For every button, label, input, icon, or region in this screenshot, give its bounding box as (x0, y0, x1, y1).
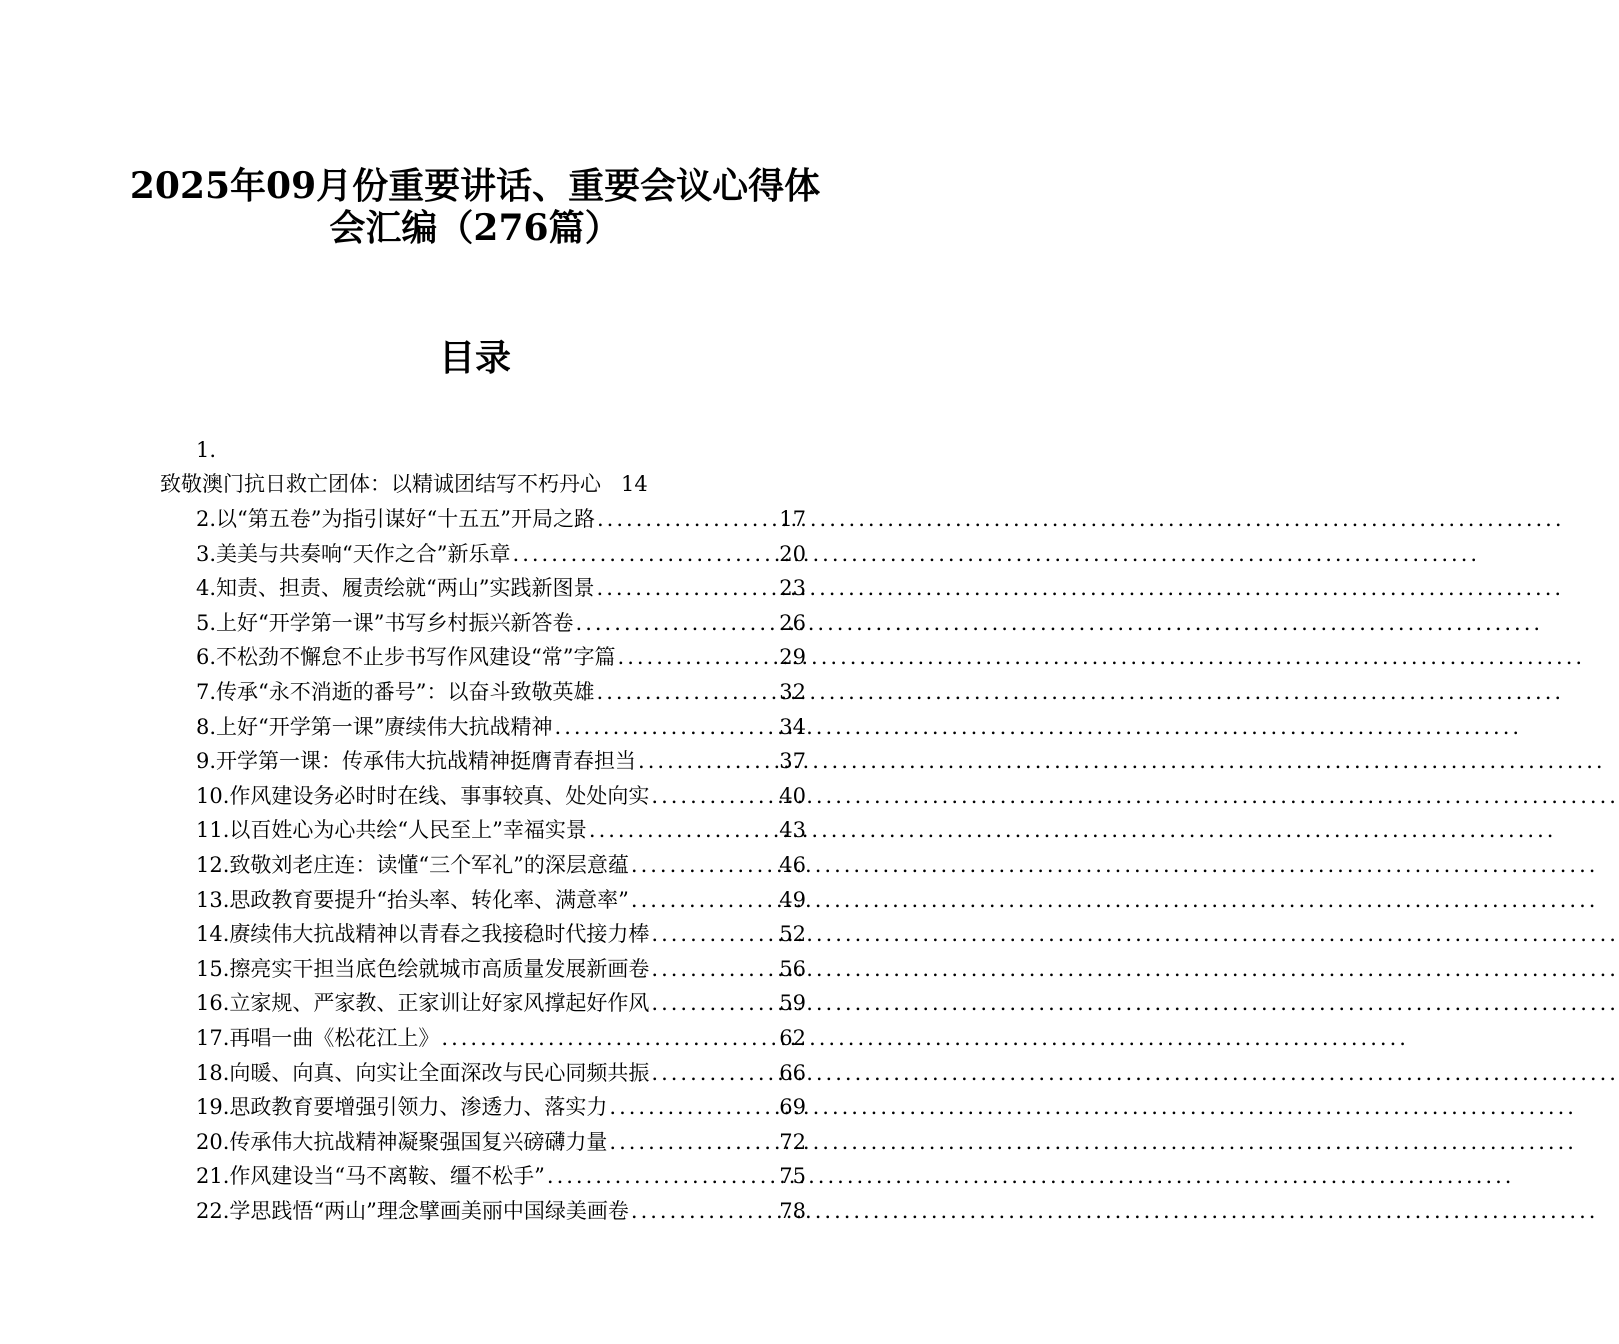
toc-entry[interactable] (196, 813, 806, 848)
toc-entry-page: 43 (779, 818, 806, 843)
toc-entry-text: 以“第五卷”为指引谋好“十五五”开局之路 (216, 507, 595, 531)
toc-entry-text: 向暖、向真、向实让全面深改与民心同频共振 (229, 1060, 650, 1085)
toc-dot-leader (631, 1194, 777, 1229)
toc-entry-page: 29 (779, 645, 806, 670)
toc-entry-text: 传承“永不消逝的番号”：以奋斗致敬英雄 (216, 679, 595, 704)
toc-entry-text: 上好“开学第一课”书写乡村振兴新答卷 (216, 610, 574, 635)
toc-entry-page: 59 (779, 991, 806, 1016)
toc-entry-number: 13. (196, 887, 230, 912)
toc-dot-leader (618, 640, 778, 675)
toc-heading: 目录 (438, 337, 511, 379)
toc-entry-page: 52 (779, 922, 806, 947)
toc-entry-number: 17. (196, 1025, 230, 1050)
toc-entry[interactable] (196, 986, 806, 1021)
toc-entry[interactable] (196, 1125, 806, 1160)
toc-entry-text: 以百姓心为心共绘“人民至上”幸福实景 (229, 818, 587, 843)
toc-entry-number: 15. (196, 956, 230, 981)
toc-entry-number: 21. (196, 1164, 230, 1189)
toc-entry-text: 作风建设务必时时在线、事事较真、处处向实 (229, 783, 650, 808)
toc-entry[interactable] (196, 606, 806, 641)
toc-dot-leader (555, 710, 778, 745)
toc-list (196, 502, 806, 1228)
toc-dot-leader (638, 744, 777, 779)
toc-dot-leader (576, 606, 778, 641)
toc-entry[interactable] (196, 1194, 806, 1229)
toc-dot-leader (547, 1159, 777, 1194)
toc-dot-leader (651, 917, 777, 952)
toc-entry[interactable] (196, 952, 806, 987)
toc-entry-page: 72 (779, 1129, 806, 1154)
toc-entry[interactable] (196, 675, 806, 710)
toc-dot-leader (651, 1056, 777, 1091)
toc-entry-number: 12. (196, 852, 230, 877)
toc-entry-number: 10. (196, 783, 230, 808)
toc-entry-page: 14 (621, 472, 648, 496)
toc-entry[interactable] (196, 917, 806, 952)
toc-entry-page: 46 (779, 852, 806, 877)
toc-entry-number: 11. (196, 818, 230, 843)
toc-entry-number: 8. (196, 714, 217, 739)
toc-entry-text: 传承伟大抗战精神凝聚强国复兴磅礴力量 (229, 1129, 608, 1154)
toc-entry-number: 7. (196, 679, 217, 704)
toc-entry-number: 4. (196, 576, 217, 601)
toc-entry-page: 66 (779, 1060, 806, 1085)
toc-entry[interactable] (196, 883, 806, 918)
toc-entry[interactable] (196, 502, 806, 537)
toc-entry-page: 75 (779, 1164, 806, 1189)
toc-entry-text: 再唱一曲《松花江上》 (229, 1025, 440, 1050)
toc-entry-page: 23 (779, 576, 806, 601)
toc-entry-page: 78 (779, 1198, 806, 1223)
toc-entry-page: 17 (779, 507, 806, 531)
document-title-line-2: 会汇编（276篇） (329, 207, 621, 249)
toc-dot-leader (597, 675, 778, 710)
toc-entry-number: 19. (196, 1095, 230, 1120)
toc-entry-page: 34 (779, 714, 806, 739)
toc-entry-text: 思政教育要提升“抬头率、转化率、满意率” (229, 887, 629, 912)
toc-entry[interactable] (196, 640, 806, 675)
toc-entry[interactable] (160, 470, 648, 498)
toc-dot-leader (609, 1125, 777, 1160)
toc-entry-page: 40 (779, 783, 806, 808)
toc-entry-number: 2. (196, 507, 217, 531)
toc-entry-number: 5. (196, 610, 217, 635)
toc-entry-text: 致敬澳门抗日救亡团体：以精诚团结写不朽丹心 (160, 472, 601, 496)
toc-entry-text: 作风建设当“马不离鞍、缰不松手” (229, 1164, 545, 1189)
toc-dot-leader (631, 848, 777, 883)
toc-entry[interactable] (196, 779, 806, 814)
toc-entry-number: 9. (196, 749, 217, 774)
toc-entry-number: 20. (196, 1129, 230, 1154)
toc-dot-leader (651, 779, 777, 814)
toc-entry-number: 22. (196, 1198, 230, 1223)
toc-dot-leader (651, 986, 777, 1021)
toc-dot-leader (631, 883, 777, 918)
toc-entry-page: 62 (779, 1025, 806, 1050)
toc-entry-number: 1. (196, 438, 217, 462)
toc-entry[interactable] (196, 848, 806, 883)
document-title-line-1: 2025年09月份重要讲话、重要会议心得体 (129, 165, 821, 207)
toc-entry-number: 18. (196, 1060, 230, 1085)
toc-entry-page: 69 (779, 1095, 806, 1120)
toc-entry-text: 学思践悟“两山”理念擘画美丽中国绿美画卷 (229, 1198, 629, 1223)
toc-dot-leader (597, 571, 778, 606)
toc-entry[interactable] (196, 571, 806, 606)
toc-entry[interactable] (196, 1159, 806, 1194)
toc-entry-page: 37 (779, 749, 806, 774)
toc-entry[interactable] (196, 710, 806, 745)
toc-entry-text: 致敬刘老庄连：读懂“三个军礼”的深层意蕴 (229, 852, 629, 877)
toc-entry[interactable] (196, 1056, 806, 1091)
toc-dot-leader (609, 1090, 777, 1125)
toc-entry-number: 16. (196, 991, 230, 1016)
toc-entry-text: 知责、担责、履责绘就“两山”实践新图景 (216, 576, 595, 601)
toc-dot-leader (597, 502, 777, 537)
toc-dot-leader (441, 1021, 777, 1056)
toc-entry[interactable] (196, 744, 806, 779)
toc-entry-number: 3. (196, 541, 217, 566)
toc-entry-page: 49 (779, 887, 806, 912)
toc-entry-text: 美美与共奏响“天作之合”新乐章 (216, 541, 511, 566)
toc-entry[interactable] (196, 1021, 806, 1056)
toc-entry-text: 思政教育要增强引领力、渗透力、落实力 (229, 1095, 608, 1120)
toc-entry-page: 26 (779, 610, 806, 635)
toc-dot-leader (589, 813, 777, 848)
toc-entry-text: 赓续伟大抗战精神以青春之我接稳时代接力棒 (229, 922, 650, 947)
toc-entry-page: 32 (779, 679, 806, 704)
toc-dot-leader (651, 952, 777, 987)
toc-entry-text: 开学第一课：传承伟大抗战精神挺膺青春担当 (216, 749, 637, 774)
toc-entry-text: 立家规、严家教、正家训让好家风撑起好作风 (229, 991, 650, 1016)
toc-entry-page: 20 (779, 541, 806, 566)
toc-entry-text: 上好“开学第一课”赓续伟大抗战精神 (216, 714, 553, 739)
toc-entry-text: 擦亮实干担当底色绘就城市高质量发展新画卷 (229, 956, 650, 981)
toc-entry-number: 6. (196, 645, 217, 670)
toc-entry-number: 14. (196, 922, 230, 947)
toc-entry-page: 56 (779, 956, 806, 981)
toc-entry-text: 不松劲不懈怠不止步书写作风建设“常”字篇 (216, 645, 616, 670)
toc-entry[interactable] (196, 537, 806, 572)
toc-dot-leader (513, 537, 778, 572)
toc-entry[interactable] (196, 1090, 806, 1125)
